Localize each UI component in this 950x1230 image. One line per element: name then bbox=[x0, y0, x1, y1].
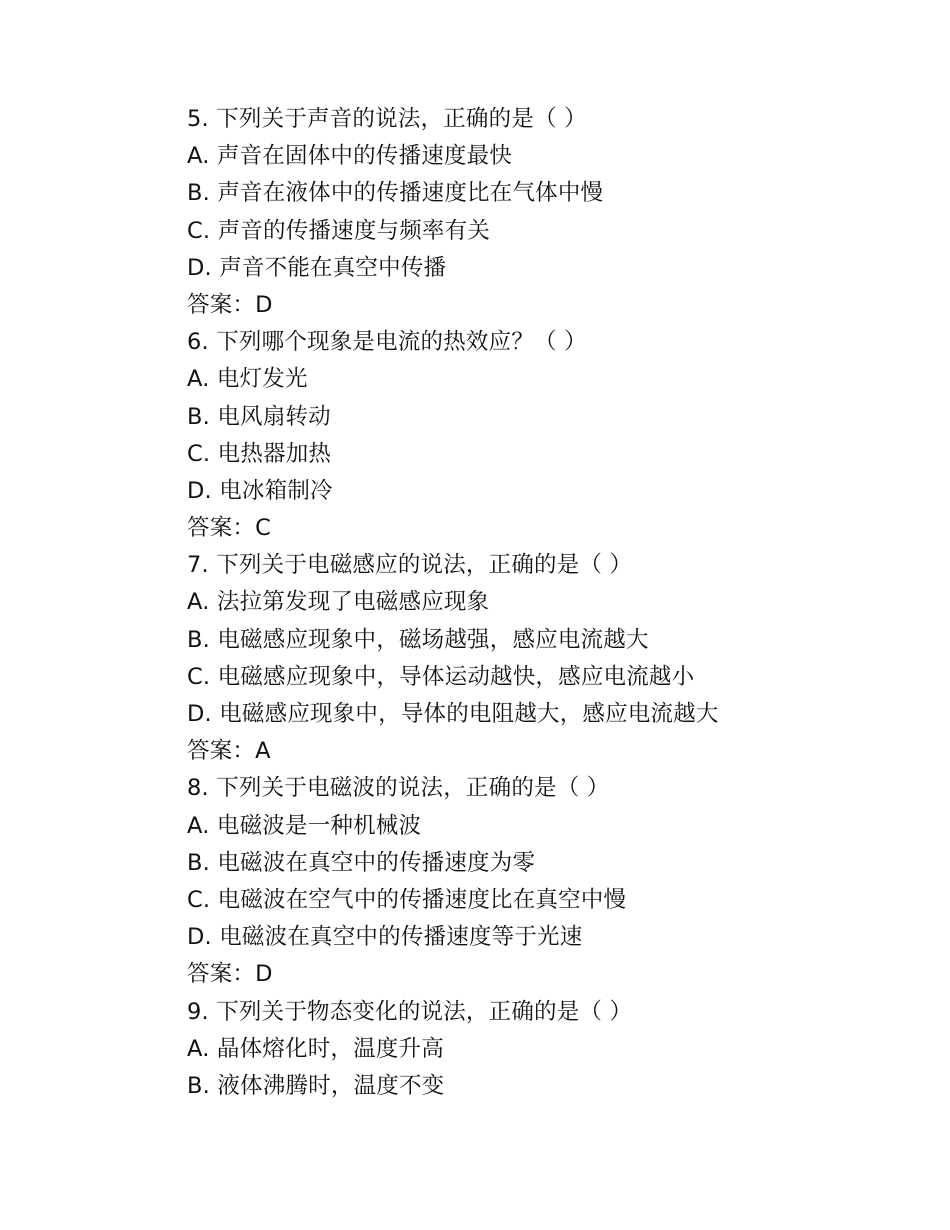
question-9-option-b: B. 液体沸腾时，温度不变 bbox=[187, 1072, 445, 1099]
question-7-option-b: B. 电磁感应现象中，磁场越强，感应电流越大 bbox=[187, 626, 649, 653]
question-6-option-c: C. 电热器加热 bbox=[187, 440, 332, 467]
question-5-option-d: D. 声音不能在真空中传播 bbox=[187, 254, 447, 281]
question-5-option-c: C. 声音的传播速度与频率有关 bbox=[187, 217, 491, 244]
question-7-option-d: D. 电磁感应现象中，导体的电阻越大，感应电流越大 bbox=[187, 701, 719, 727]
question-8-stem: 8. 下列关于电磁波的说法，正确的是（ ） bbox=[187, 775, 610, 802]
question-8-option-b: B. 电磁波在真空中的传播速度为零 bbox=[187, 849, 536, 876]
question-6-option-a: A. 电灯发光 bbox=[187, 366, 308, 393]
question-6-option-b: B. 电风扇转动 bbox=[187, 403, 331, 430]
question-6-stem: 6. 下列哪个现象是电流的热效应？（ ） bbox=[187, 329, 587, 356]
question-9-option-a: A. 晶体熔化时，温度升高 bbox=[187, 1035, 444, 1062]
document-page bbox=[187, 101, 887, 1105]
question-8-answer: 答案：D bbox=[187, 961, 273, 988]
question-5-answer: 答案：D bbox=[187, 291, 273, 318]
question-5-option-b: B. 声音在液体中的传播速度比在气体中慢 bbox=[187, 180, 604, 207]
question-8-option-a: A. 电磁波是一种机械波 bbox=[187, 812, 422, 839]
question-7-answer: 答案：A bbox=[187, 738, 271, 765]
question-5-option-a: A. 声音在固体中的传播速度最快 bbox=[187, 143, 513, 170]
question-8-option-d: D. 电磁波在真空中的传播速度等于光速 bbox=[187, 924, 583, 951]
question-9-stem: 9. 下列关于物态变化的说法，正确的是（ ） bbox=[187, 998, 633, 1025]
question-7-stem: 7. 下列关于电磁感应的说法，正确的是（ ） bbox=[187, 552, 633, 579]
question-6-answer: 答案：C bbox=[187, 515, 272, 542]
question-8-option-c: C. 电磁波在空气中的传播速度比在真空中慢 bbox=[187, 886, 627, 913]
question-6-option-d: D. 电冰箱制冷 bbox=[187, 477, 333, 504]
question-7-option-c: C. 电磁感应现象中，导体运动越快，感应电流越小 bbox=[187, 663, 695, 690]
question-5-stem: 5. 下列关于声音的说法，正确的是（ ） bbox=[187, 106, 587, 132]
question-7-option-a: A. 法拉第发现了电磁感应现象 bbox=[187, 589, 490, 616]
